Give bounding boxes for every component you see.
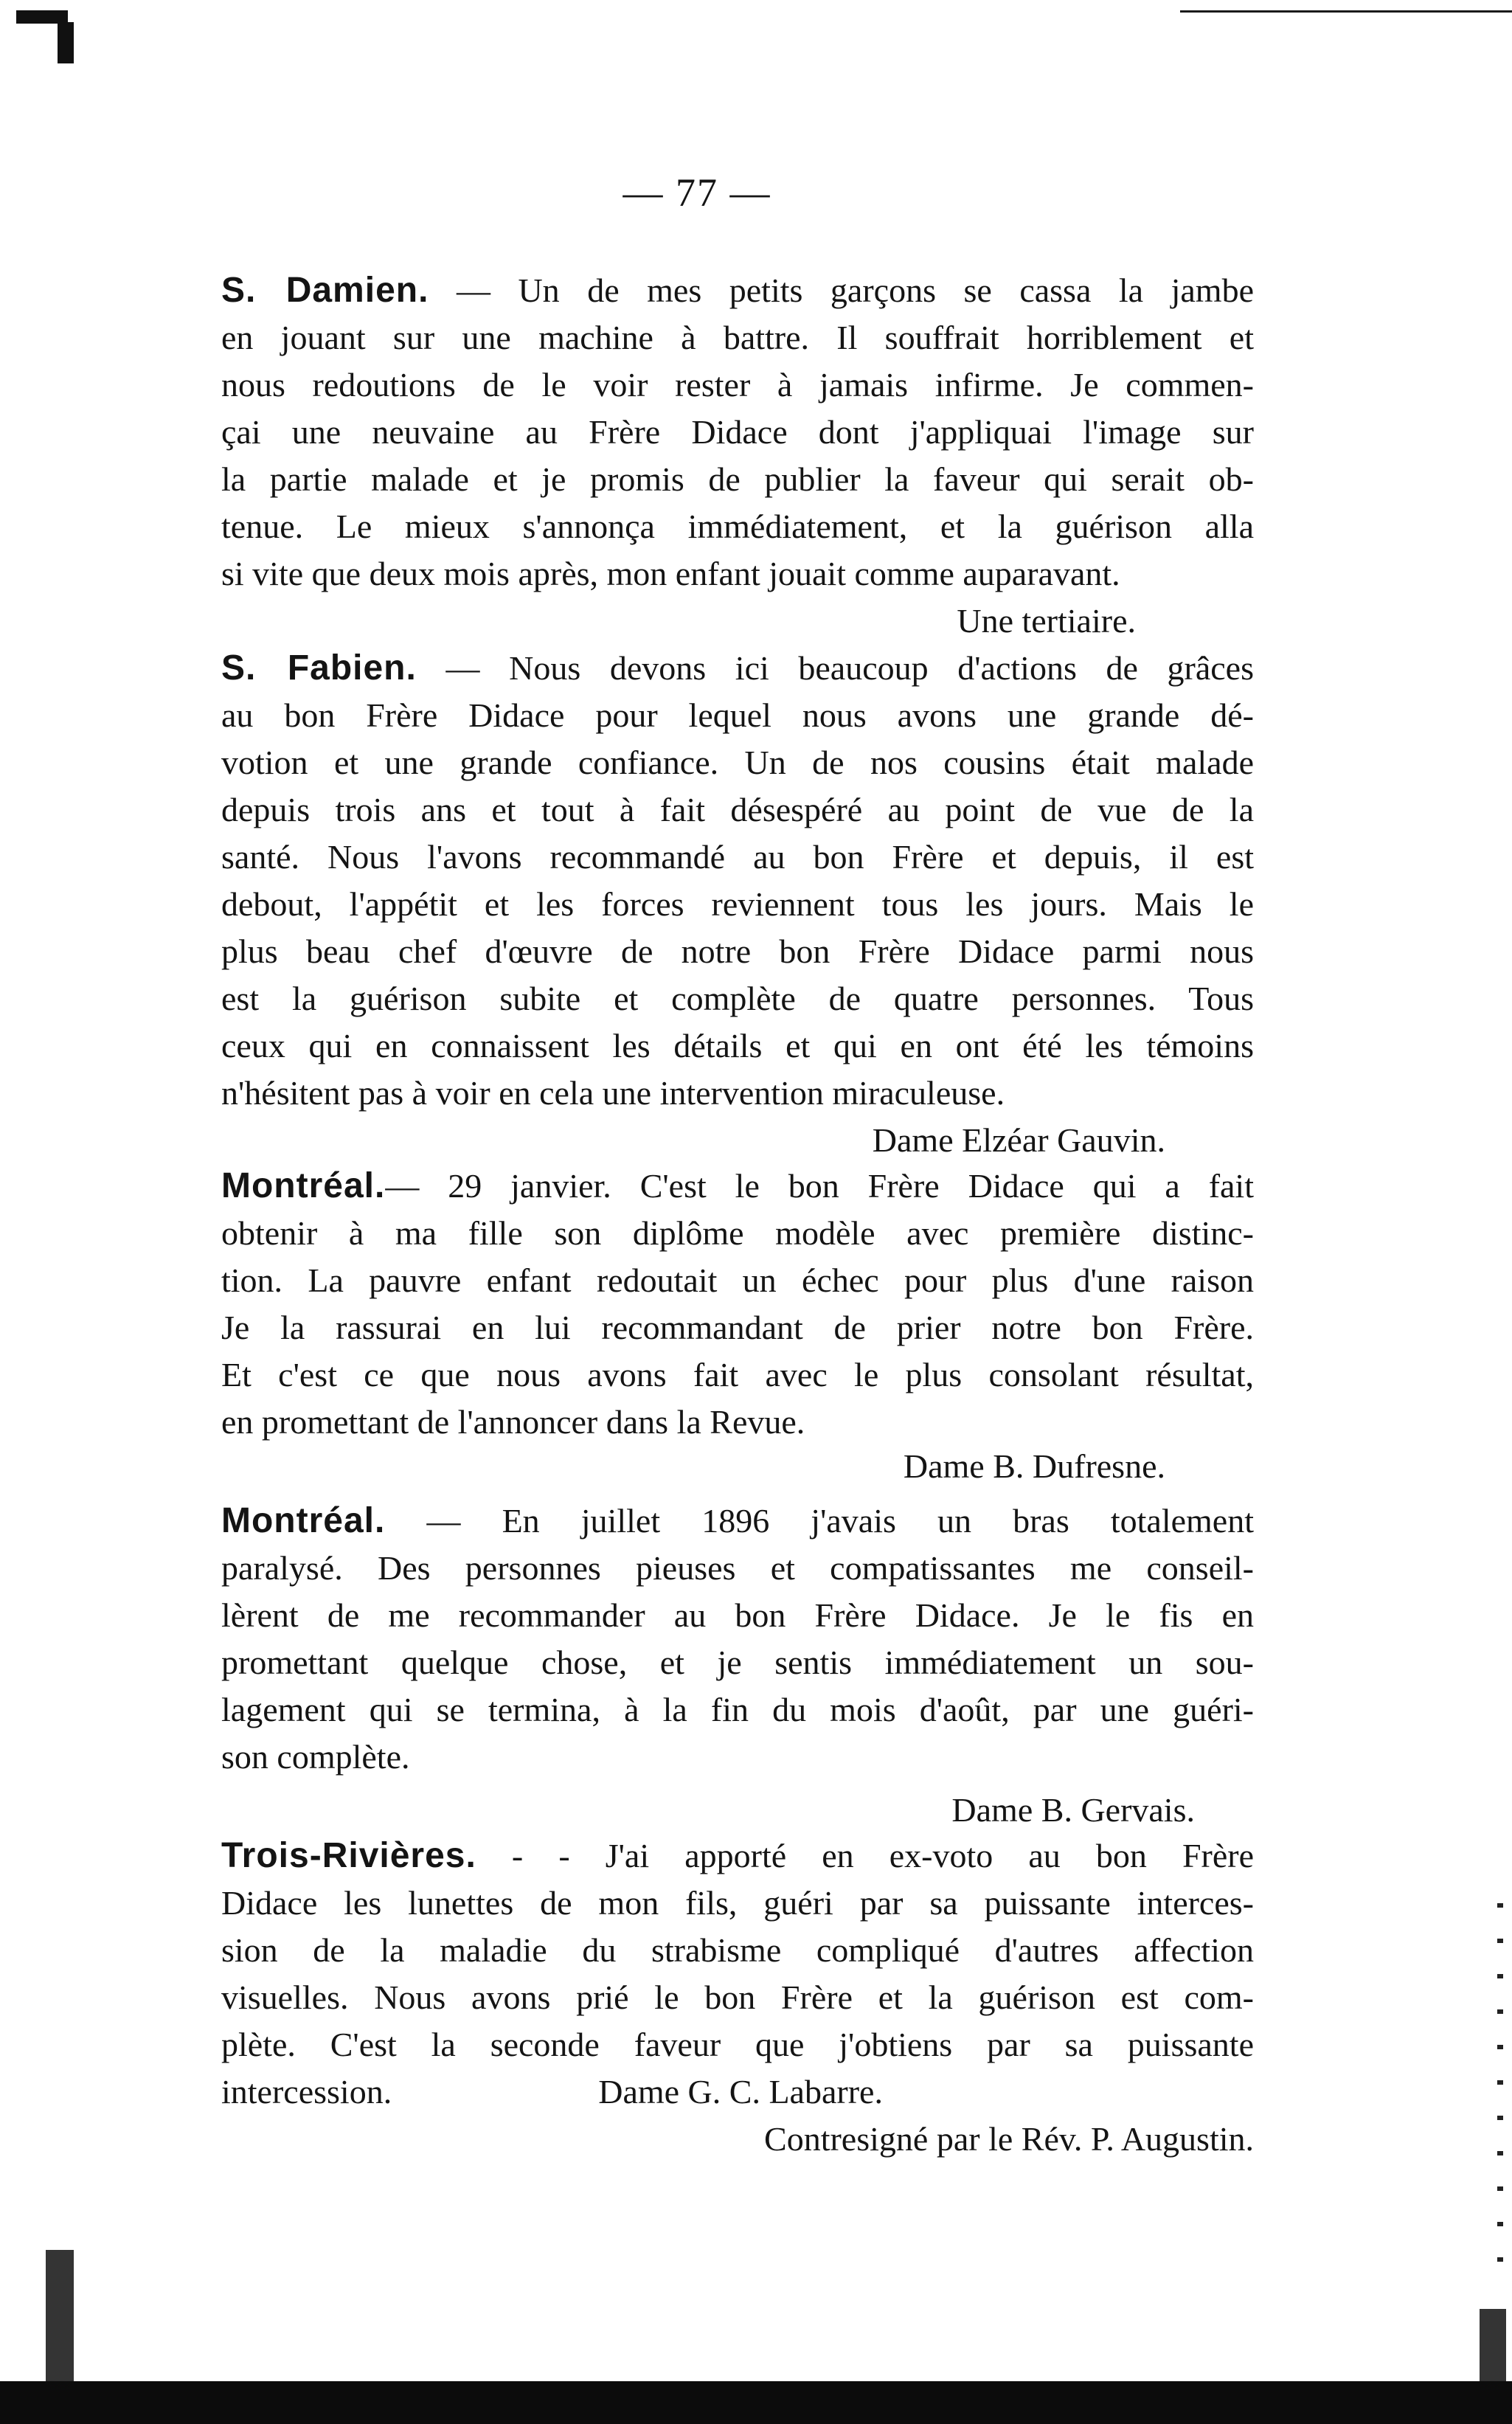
entry-heading: S. Damien. — [221, 271, 429, 310]
entry-line: çai une neuvaine au Frère Didace dont j'appliquai l'image sur — [221, 413, 1254, 451]
entry-line: depuis trois ans et tout à fait désespéré au point de vue de la — [221, 791, 1254, 828]
entry-line: — Nous devons ici beaucoup d'actions de grâces — [416, 649, 1254, 687]
entry-signature: Dame G. C. Labarre. — [598, 2073, 883, 2110]
entry-trois-rivieres — [221, 1832, 1254, 2163]
entry-line: Didace les lunettes de mon fils, guéri par sa puissante interces- — [221, 1884, 1254, 1922]
entry-line: — Un de mes petits garçons se cassa la jambe — [429, 271, 1254, 309]
entry-line: sion de la maladie du strabisme compliqué d'autres affection — [221, 1931, 1254, 1969]
entry-heading: Montréal. — [221, 1501, 386, 1540]
corner-mark-tail — [58, 22, 74, 63]
entry-line: en promettant de l'annoncer dans la Revue. — [221, 1403, 805, 1441]
entry-heading: Montréal. — [221, 1166, 386, 1205]
entry-signature: Dame Elzéar Gauvin. — [872, 1121, 1165, 1159]
entry-line: intercession. — [221, 2073, 392, 2110]
entry-line: visuelles. Nous avons prié le bon Frère et la guérison est com- — [221, 1978, 1254, 2016]
entry-line: lagement qui se termina, à la fin du mois d'août, par une guéri- — [221, 1691, 1254, 1728]
entry-line: tion. La pauvre enfant redoutait un échec pour plus d'une raison — [221, 1261, 1254, 1299]
entry-heading: Trois-Rivières. — [221, 1836, 476, 1875]
entry-line: — En juillet 1896 j'avais un bras totalement — [385, 1502, 1254, 1540]
entry-line: ceux qui en connaissent les détails et qui en ont été les témoins — [221, 1027, 1254, 1064]
entry-line: si vite que deux mois après, mon enfant jouait comme auparavant. — [221, 555, 1120, 592]
binding-scrap-left — [46, 2250, 74, 2381]
entry-line: paralysé. Des personnes pieuses et compatissantes me conseil- — [221, 1549, 1254, 1587]
entry-s-fabien — [221, 645, 1254, 1164]
entry-montreal-janvier — [221, 1163, 1254, 1490]
entry-line: son complète. — [221, 1738, 410, 1776]
entry-line: est la guérison subite et complète de quatre personnes. Tous — [221, 980, 1254, 1017]
entry-s-damien — [221, 267, 1254, 645]
entry-line: - - J'ai apporté en ex-voto au bon Frère — [476, 1837, 1254, 1874]
entry-line: votion et une grande confiance. Un de nos cousins était malade — [221, 744, 1254, 781]
entry-line: en jouant sur une machine à battre. Il souffrait horriblement et — [221, 319, 1254, 356]
entry-line: Je la rassurai en lui recommandant de prier notre bon Frère. — [221, 1309, 1254, 1346]
entry-line: plète. C'est la seconde faveur que j'obtiens par sa puissante — [221, 2026, 1254, 2063]
entry-heading: S. Fabien. — [221, 648, 417, 688]
entry-line: nous redoutions de le voir rester à jamais infirme. Je commen- — [221, 366, 1254, 404]
entry-line: — 29 janvier. C'est le bon Frère Didace qui a fait — [385, 1167, 1254, 1205]
margin-dots — [1497, 1903, 1503, 2287]
entry-line: lèrent de me recommander au bon Frère Didace. Je le fis en — [221, 1596, 1254, 1634]
entry-montreal-juillet — [221, 1497, 1254, 1834]
entry-line: au bon Frère Didace pour lequel nous avons une grande dé- — [221, 696, 1254, 734]
entry-line: n'hésitent pas à voir en cela une intervention miraculeuse. — [221, 1074, 1005, 1112]
entry-signature: Une tertiaire. — [957, 602, 1136, 640]
entry-line: promettant quelque chose, et je sentis immédiatement un sou- — [221, 1644, 1254, 1681]
entry-line: tenue. Le mieux s'annonça immédiatement, et la guérison alla — [221, 508, 1254, 545]
entry-line: debout, l'appétit et les forces reviennent tous les jours. Mais le — [221, 885, 1254, 923]
entry-signature: Dame B. Gervais. — [951, 1791, 1195, 1829]
entry-signature: Dame B. Dufresne. — [903, 1447, 1165, 1485]
page-number: — 77 — — [623, 170, 771, 215]
entry-line: Et c'est ce que nous avons fait avec le plus consolant résultat, — [221, 1356, 1254, 1393]
entry-line: plus beau chef d'œuvre de notre bon Frère Didace parmi nous — [221, 932, 1254, 970]
binding-scrap-right — [1480, 2309, 1506, 2381]
entry-line: la partie malade et je promis de publier la faveur qui serait ob- — [221, 460, 1254, 498]
entry-line: obtenir à ma fille son diplôme modèle avec première distinc- — [221, 1214, 1254, 1252]
bottom-bar — [0, 2381, 1512, 2424]
top-rule — [1180, 10, 1512, 13]
entry-line: santé. Nous l'avons recommandé au bon Frère et depuis, il est — [221, 838, 1254, 876]
entry-countersign: Contresigné par le Rév. P. Augustin. — [764, 2120, 1254, 2158]
